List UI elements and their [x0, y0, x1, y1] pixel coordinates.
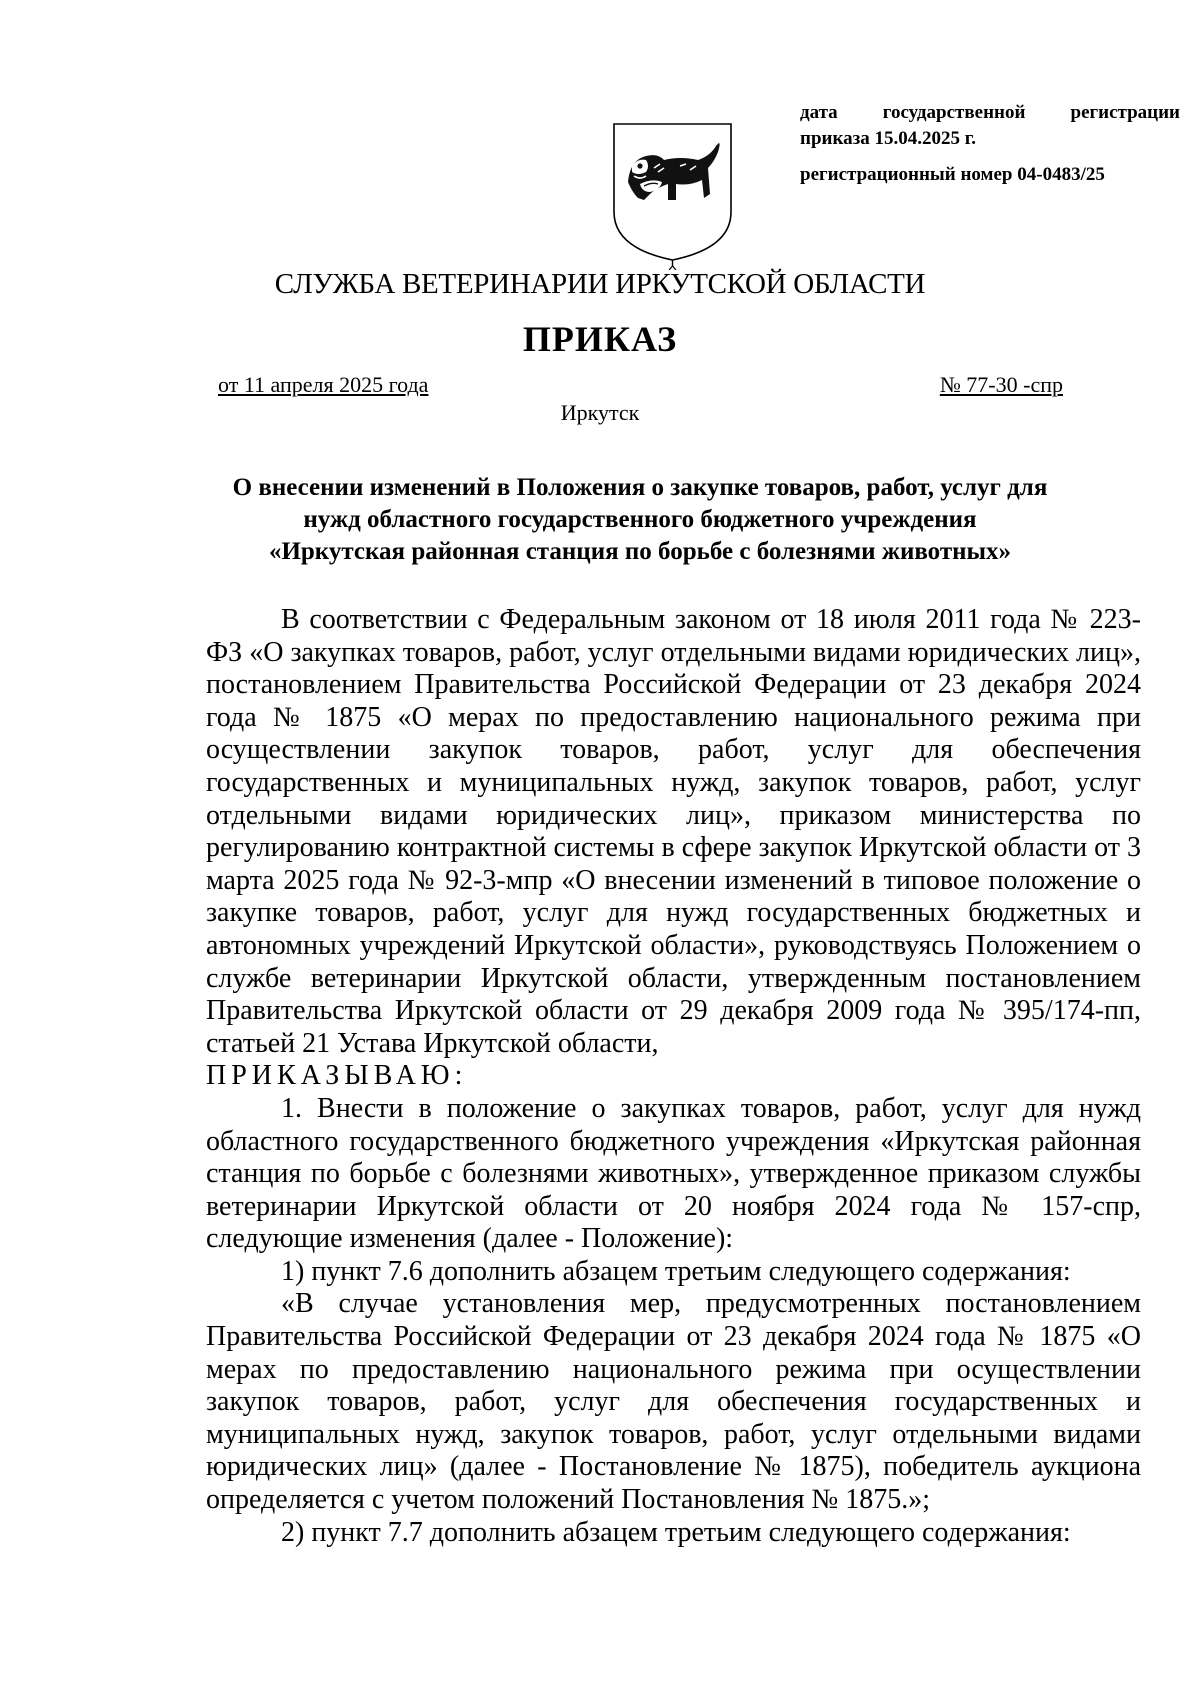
irkutsk-coat-of-arms-icon [610, 120, 735, 270]
subitem-2-paragraph: 2) пункт 7.7 дополнить абзацем третьим следующего содержания: [281, 1516, 1071, 1548]
document-date: от 11 апреля 2025 года [218, 372, 429, 397]
item-1-paragraph: 1. Внести в положение о закупках товаров, работ, услуг для нужд областного государственного бюджетного учреждения «Иркутская районная станция по борьбе с болезнями животных», утвержденное приказом службы ветеринарии Иркутской области от 20 ноября 2024 года № 157-спр, следующие изменения (далее - Положение): [206, 1092, 1141, 1255]
subitem-1-paragraph: 1) пункт 7.6 дополнить абзацем третьим следующего содержания: [281, 1255, 1071, 1287]
document-body [206, 604, 1141, 1549]
document-city: Иркутск [560, 400, 640, 425]
preamble-paragraph: В соответствии с Федеральным законом от 18 июля 2011 года № 223-ФЗ «О закупках товаров, работ, услуг отдельными видами юридических лиц», постановлением Правительства Российской Федерации от 23 декабря 2024 года № 1875 «О мерах по предоставлению национального режима при осуществлении закупок товаров, работ, услуг для обеспечения государственных и муниципальных нужд, закупок товаров, работ, услуг отдельными видами юридических лиц», приказом министерства по регулированию контрактной системы в сфере закупок Иркутской области от 3 марта 2025 года № 92-3-мпр «О внесении изменений в типовое положение о закупке товаров, работ, услуг для нужд государственных бюджетных и автономных учреждений Иркутской области», руководствуясь Положением о службе ветеринарии Иркутской области, утвержденным постановлением Правительства Иркутской области от 29 декабря 2009 года № 395/174-пп, статьей 21 Устава Иркутской области, [206, 604, 1141, 1059]
title-line: О внесении изменений в Положения о закупке товаров, работ, услуг для [232, 474, 1048, 501]
quote-paragraph: «В случае установления мер, предусмотренных постановлением Правительства Российской Федерации от 23 декабря 2024 года № 1875 «О мерах по предоставлению национального режима при осуществлении закупок товаров, работ, услуг для обеспечения государственных и муниципальных нужд, закупок товаров, работ, услуг отдельными видами юридических лиц» (далее - Постановление № 1875), победитель аукциона определяется с учетом положений Постановления № 1875.»; [206, 1288, 1141, 1516]
registration-info [800, 100, 1180, 188]
registration-number: регистрационный номер 04-0483/25 [800, 164, 1105, 185]
agency-name: СЛУЖБА ВЕТЕРИНАРИИ ИРКУТСКОЙ ОБЛАСТИ [274, 268, 926, 300]
document-type: ПРИКАЗ [522, 319, 678, 359]
decree-word: ПРИКАЗЫВАЮ: [206, 1060, 468, 1092]
title-line: нужд областного государственного бюджетного учреждения [303, 506, 977, 533]
document-title [200, 472, 1080, 568]
title-line: «Иркутская районная станция по борьбе с болезнями животных» [268, 538, 1012, 565]
registration-date-label: дата государственной регистрации [800, 102, 1180, 123]
document-number: № 77-30 -спр [939, 372, 1063, 397]
registration-date-value: приказа 15.04.2025 г. [800, 128, 976, 149]
